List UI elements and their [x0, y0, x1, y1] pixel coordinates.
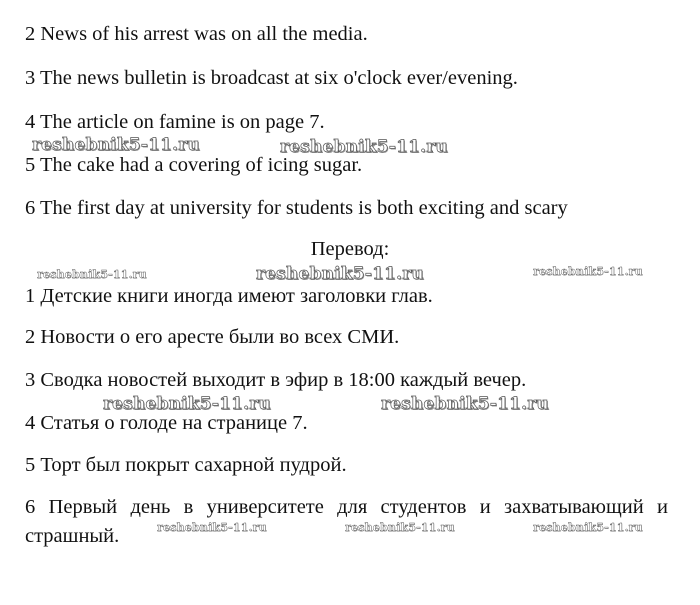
russian-sentence-1: 1 Детские книги иногда имеют заголовки глав. — [25, 285, 433, 307]
watermark: reshebnik5-11.ru — [37, 268, 147, 281]
watermark: reshebnik5-11.ru — [533, 521, 643, 534]
watermark: reshebnik5-11.ru — [533, 265, 643, 278]
russian-sentence-2: 2 Новости о его аресте были во всех СМИ. — [25, 326, 400, 348]
english-sentence-5: 5 The cake had a covering of icing sugar. — [25, 154, 363, 176]
watermark: reshebnik5-11.ru — [103, 394, 271, 414]
watermark: reshebnik5-11.ru — [381, 394, 549, 414]
russian-sentence-5: 5 Торт был покрыт сахарной пудрой. — [25, 454, 347, 476]
russian-sentence-6: 6 Первый день в университете для студентов и захватывающий и страшный. — [25, 496, 668, 547]
watermark: reshebnik5-11.ru — [345, 521, 455, 534]
watermark: reshebnik5-11.ru — [32, 135, 200, 155]
russian-sentence-3: 3 Сводка новостей выходит в эфир в 18:00 каждый вечер. — [25, 369, 527, 391]
translation-heading: Перевод: — [310, 238, 390, 260]
watermark: reshebnik5-11.ru — [280, 137, 448, 157]
watermark: reshebnik5-11.ru — [157, 521, 267, 534]
english-sentence-2: 2 News of his arrest was on all the media. — [25, 23, 368, 45]
english-sentence-6: 6 The first day at university for students is both exciting and scary — [25, 197, 568, 219]
russian-sentence-4: 4 Статья о голоде на странице 7. — [25, 412, 308, 434]
watermark: reshebnik5-11.ru — [256, 264, 424, 284]
english-sentence-3: 3 The news bulletin is broadcast at six o'clock ever/evening. — [25, 67, 518, 89]
english-sentence-4: 4 The article on famine is on page 7. — [25, 111, 325, 133]
